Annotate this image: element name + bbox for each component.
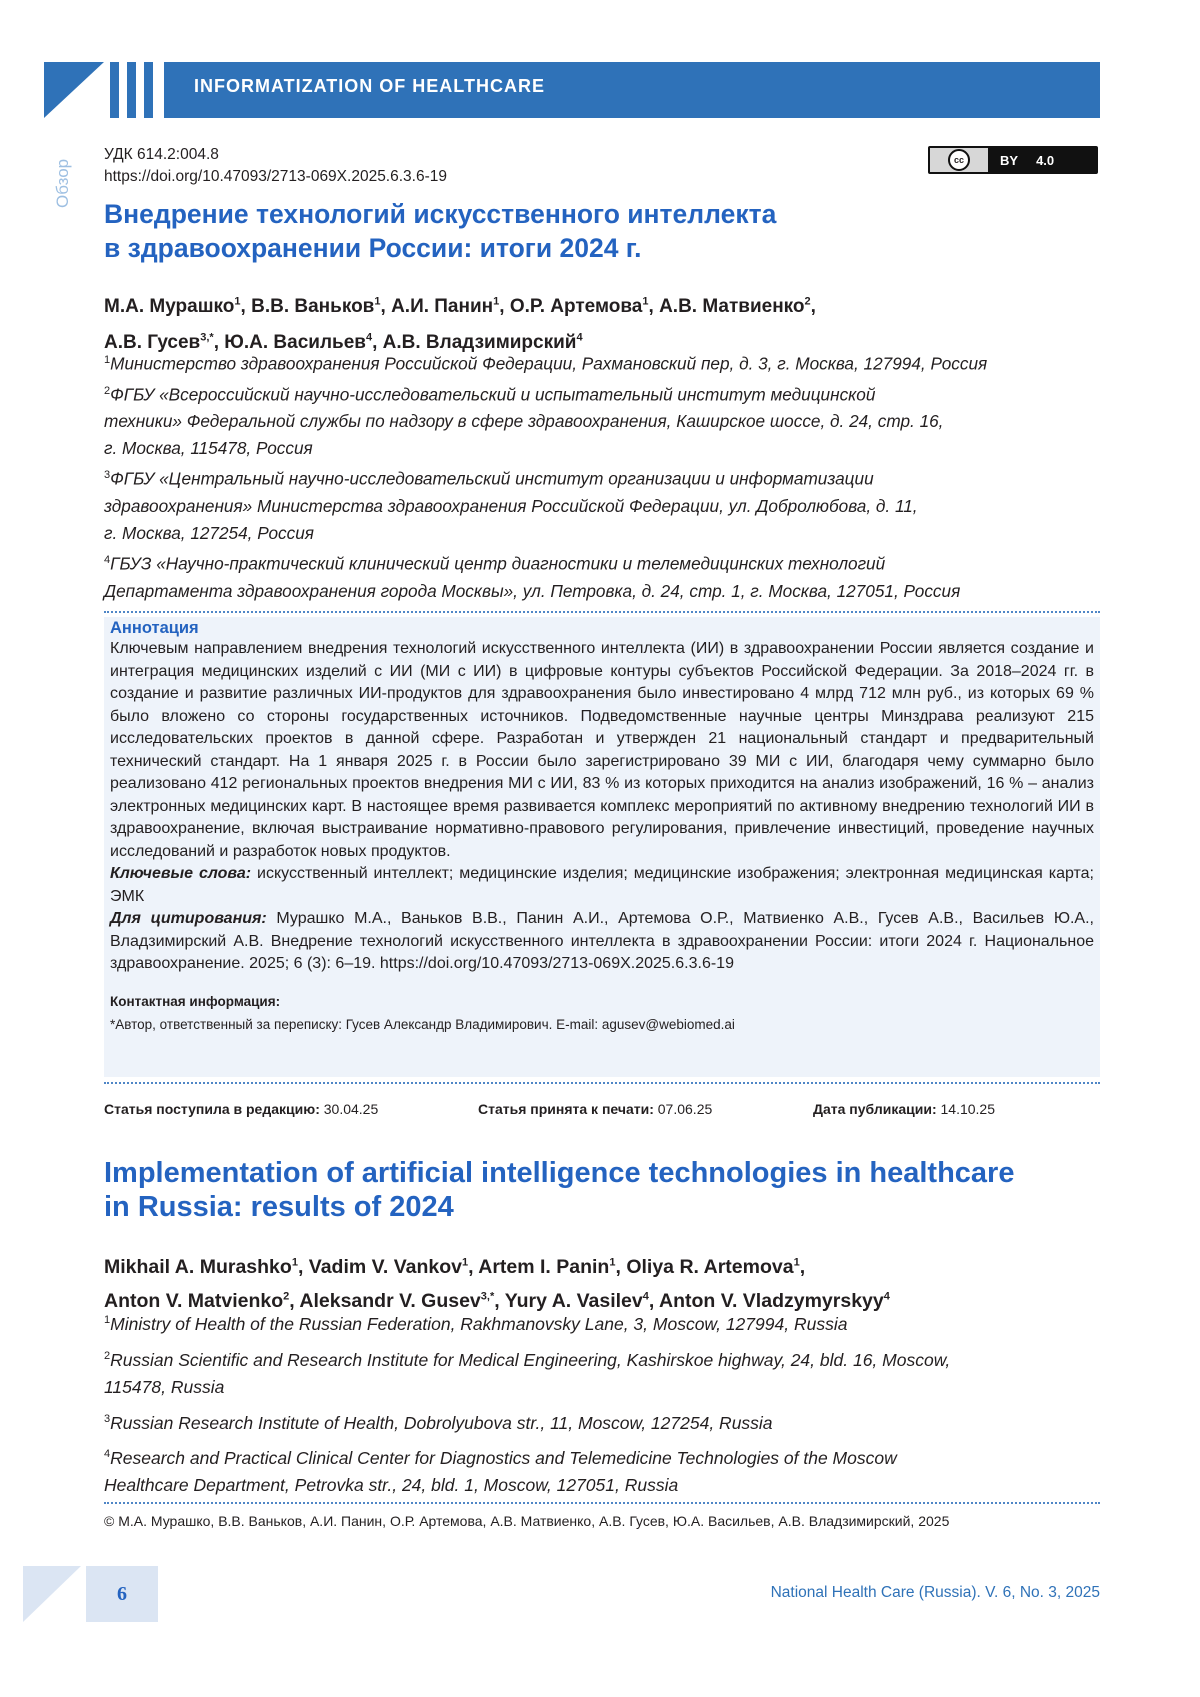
abstract-text: Ключевым направлением внедрения технологий искусственного интеллекта (ИИ) в здравоохранении России является создание и интеграция медицинских изделий с ИИ (МИ с ИИ) в цифровые контуры субъектов Российской Федерации. За 2018–2024 гг. в создание и развитие различных ИИ-продуктов для здравоохранения было инвестировано 4 млрд 712 млн руб., из которых 69 % было вложено со стороны государственных источников. Подведомственные научные центры Минздрава реализуют 215 исследовательских проектов в данной сфере. Разработан и утвержден 21 национальный стандарт и предварительный технический стандарт. На 1 января 2025 г. в России было зарегистрировано 39 МИ с ИИ, благодаря чему суммарно было реализовано 412 региональных проектов внедрения МИ с ИИ, 83 % из которых приходится на анализ изображений, 16 % – анализ электронных медицинских карт. В настоящее время развивается комплекс мероприятий по активному внедрению технологий ИИ в здравоохранение, включая выстраивание нормативно-правового регулирования, привлечение инвестиций, проведение научных исследований и разработок новых продуктов. [110,638,1094,863]
affiliation-line: Департамента здравоохранения города Москвы», ул. Петровка, д. 24, стр. 1, г. Москва, 127051, Россия [104,578,1104,605]
author: Anton V. Vladzymyrskyy4 [659,1290,890,1312]
copyright: © М.А. Мурашко, В.В. Ваньков, А.И. Панин, О.Р. Артемова, А.В. Матвиенко, А.В. Гусев, Ю.А. Васильев, А.В. Владзимирский, 2025 [104,1513,949,1529]
affiliation-line: Healthcare Department, Petrovka str., 24, bld. 1, Moscow, 127051, Russia [104,1472,1104,1499]
author: А.И. Панин1, [391,296,510,317]
cc-logo [930,148,988,172]
author: Oliya R. Artemova1, [626,1256,805,1278]
author: Anton V. Matvienko2, [104,1290,299,1312]
author: О.Р. Артемова1, [510,296,659,317]
affiliation-line: техники» Федеральной службы по надзору в сфере здравоохранения, Каширское шоссе, д. 24, стр. 16, [104,408,1104,435]
section-title: INFORMATIZATION OF HEALTHCARE [194,76,545,97]
affiliation: 3ФГБУ «Центральный научно-исследовательский институт организации и информатизации [104,462,1104,493]
ru-title-line: в здравоохранении России: итоги 2024 г. [104,231,776,265]
author: А.В. Владзимирский4 [383,332,583,353]
author: А.В. Гусев3,*, [104,332,224,353]
affiliation: 4ГБУЗ «Научно-практический клинический центр диагностики и телемедицинских технологий [104,547,1104,578]
affiliation: 3Russian Research Institute of Health, Dobrolyubova str., 11, Moscow, 127254, Russia [104,1406,1104,1437]
affiliation-line: г. Москва, 127254, Россия [104,520,1104,547]
header-stripe [144,62,153,118]
page-number: 6 [86,1566,158,1622]
contact-text: *Автор, ответственный за переписку: Гусев Александр Владимирович. E-mail: agusev@webiomed.ai [110,1017,1094,1032]
license-badge[interactable] [928,146,1098,174]
abstract-section [110,619,1094,1032]
license-version: 4.0 [1036,153,1054,168]
affiliation: 2Russian Scientific and Research Institute for Medical Engineering, Kashirskoe highway, 24, bld. 16, Moscow, [104,1343,1104,1374]
license-by: BY [1000,153,1018,168]
contact-heading: Контактная информация: [110,994,1094,1009]
affiliation-line: г. Москва, 115478, Россия [104,435,1104,462]
footer-triangle-decoration [23,1566,81,1622]
en-authors [104,1247,1104,1316]
affiliation: 4Research and Practical Clinical Center for Diagnostics and Telemedicine Technologies of the Moscow [104,1441,1104,1472]
doi-link[interactable]: https://doi.org/10.47093/2713-069X.2025.6.3.6-19 [104,168,447,186]
journal-citation: National Health Care (Russia). V. 6, No. 3, 2025 [771,1584,1100,1602]
en-affiliations [104,1307,1104,1499]
affiliation: 2ФГБУ «Всероссийский научно-исследовательский и испытательный институт медицинской [104,378,1104,409]
ru-title-line: Внедрение технологий искусственного интеллекта [104,197,776,231]
received-date: Статья поступила в редакцию: 30.04.25 [104,1101,378,1117]
side-section-label: Обзор [53,159,73,208]
header-triangle-decoration [44,62,104,118]
author: Ю.А. Васильев4, [224,332,382,353]
author-line [104,287,1104,322]
citation: Для цитирования: Мурашко М.А., Ваньков В.В., Панин А.И., Артемова О.Р., Матвиенко А.В., Гусев А.В., Васильев Ю.А., Владзимирский А.В. Внедрение технологий искусственного интеллекта в здравоохранении России: итоги 2024 г. Национальное здравоохранение. 2025; 6 (3): 6–19. https://doi.org/10.47093/2713-069X.2025.6.3.6-19 [110,908,1094,976]
affiliation: 1Ministry of Health of the Russian Federation, Rakhmanovsky Lane, 3, Moscow, 127994, Russia [104,1307,1104,1338]
divider [104,1082,1100,1084]
published-date: Дата публикации: 14.10.25 [813,1101,995,1117]
udk-code: УДК 614.2:004.8 [104,146,219,164]
ru-title [104,197,776,265]
author: А.В. Матвиенко2, [659,296,816,317]
cc-icon: cc [948,149,970,171]
author: М.А. Мурашко1, [104,296,251,317]
en-title-line: Implementation of artificial intelligence technologies in healthcare [104,1156,1014,1190]
divider [104,1502,1100,1504]
affiliation-line: здравоохранения» Министерства здравоохранения Российской Федерации, ул. Добролюбова, д. 11, [104,493,1104,520]
en-title-line: in Russia: results of 2024 [104,1190,1014,1224]
divider [104,611,1100,613]
author-line [104,1247,1104,1282]
header-stripe [127,62,136,118]
accepted-date: Статья принята к печати: 07.06.25 [478,1101,712,1117]
affiliation-line: 115478, Russia [104,1374,1104,1401]
ru-affiliations [104,347,1104,605]
author: Mikhail A. Murashko1, [104,1256,309,1278]
abstract-heading: Аннотация [110,619,1094,638]
en-title [104,1156,1014,1224]
author: Yury A. Vasilev4, [505,1290,659,1312]
header-stripe [110,62,119,118]
author: Vadim V. Vankov1, [309,1256,478,1278]
author: В.В. Ваньков1, [251,296,391,317]
keywords: Ключевые слова: искусственный интеллект; медицинские изделия; медицинские изображения; электронная медицинская карта; ЭМК [110,863,1094,908]
author: Artem I. Panin1, [478,1256,626,1278]
affiliation: 1Министерство здравоохранения Российской Федерации, Рахмановский пер, д. 3, г. Москва, 127994, Россия [104,347,1104,378]
author: Aleksandr V. Gusev3,*, [299,1290,504,1312]
